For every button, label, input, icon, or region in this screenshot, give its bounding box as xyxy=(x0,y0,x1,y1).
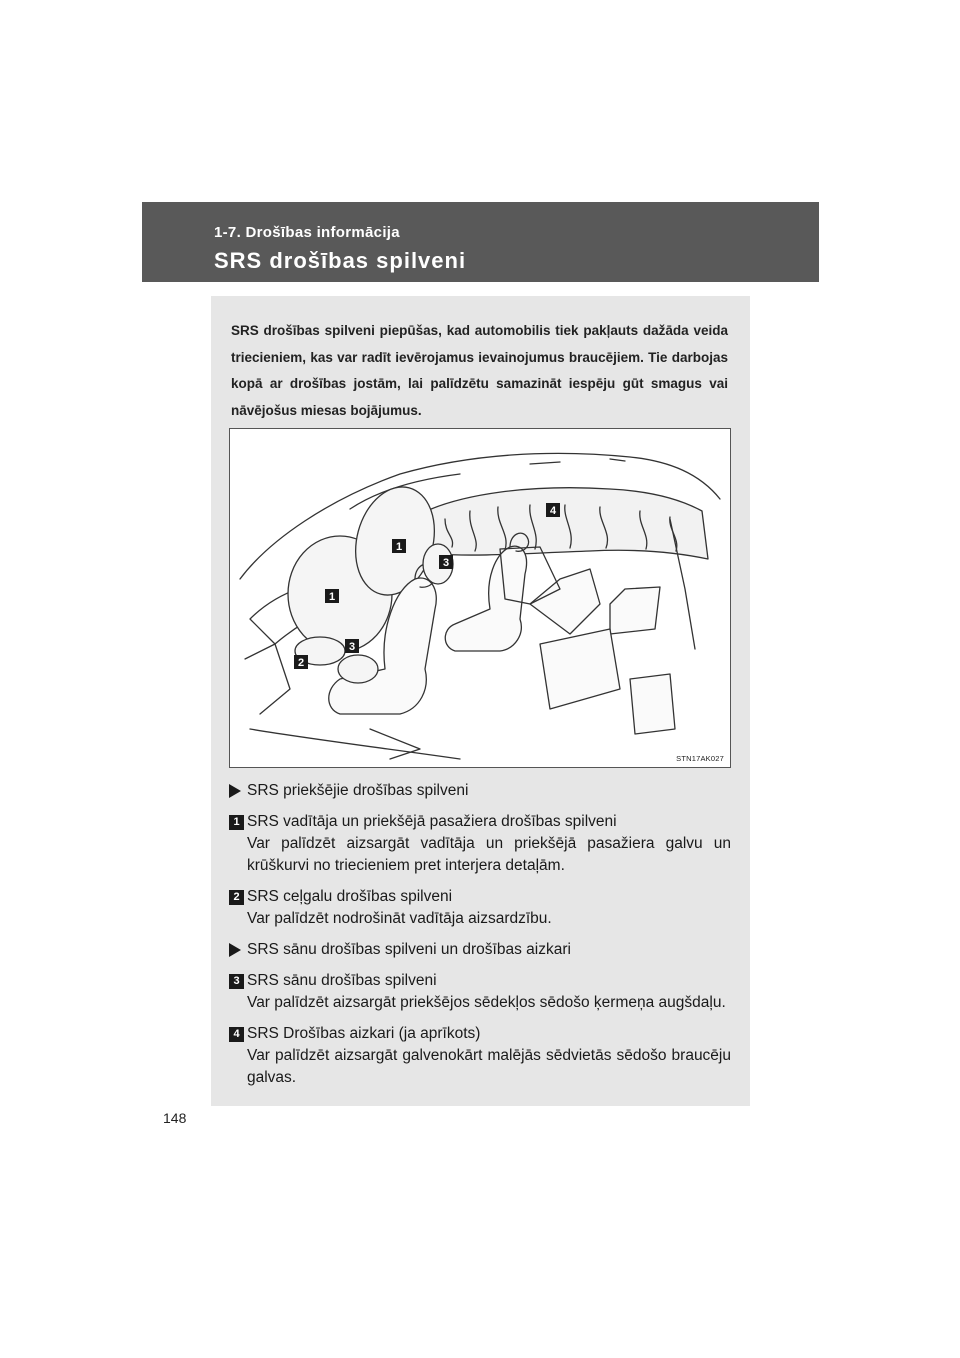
callout-2: 2 xyxy=(297,657,305,669)
number-badge: 2 xyxy=(229,890,244,905)
airbag-illustration xyxy=(229,428,731,768)
item-title: SRS vadītāja un priekšējā pasažiera drošības spilveni xyxy=(247,813,617,830)
item-description: Var palīdzēt nodrošināt vadītāja aizsardzību. xyxy=(247,910,552,927)
list-item xyxy=(229,811,731,877)
figure-code: STN17AK027 xyxy=(676,754,724,763)
section-header-band xyxy=(142,202,819,282)
number-badge: 3 xyxy=(229,974,244,989)
callout-3a: 3 xyxy=(348,641,356,653)
list-item xyxy=(229,939,731,961)
list-item xyxy=(229,970,731,1014)
item-title: SRS sānu drošības spilveni xyxy=(247,972,437,989)
callout-4: 4 xyxy=(549,505,557,517)
item-title: SRS ceļgalu drošības spilveni xyxy=(247,888,453,905)
callout-1a: 1 xyxy=(395,541,403,553)
item-description: Var palīdzēt aizsargāt priekšējos sēdekļos sēdošo ķermeņa augšdaļu. xyxy=(247,994,726,1011)
number-badge: 4 xyxy=(229,1027,244,1042)
arrow-icon xyxy=(229,784,241,798)
arrow-icon xyxy=(229,943,241,957)
callout-3b: 3 xyxy=(442,557,450,569)
car-interior-drawing xyxy=(230,429,730,767)
item-title: SRS Drošības aizkari (ja aprīkots) xyxy=(247,1025,481,1042)
list-item xyxy=(229,886,731,930)
content-box xyxy=(211,296,750,1106)
section-label: 1-7. Drošības informācija xyxy=(214,224,400,241)
item-description: Var palīdzēt aizsargāt galvenokārt malējās sēdvietās sēdošo braucēju galvas. xyxy=(247,1047,731,1086)
number-badge: 1 xyxy=(229,815,244,830)
page-title: SRS drošības spilveni xyxy=(214,248,467,273)
item-title: SRS sānu drošības spilveni un drošības aizkari xyxy=(247,941,571,958)
intro-paragraph: SRS drošības spilveni piepūšas, kad automobilis tiek pakļauts dažāda veida triecieniem, kas var radīt ievērojamus ievainojumus braucējiem. Tie darbojas kopā ar drošības jostām, lai palīdzētu samazināt iespēju gūt smagus vai nāvējošus miesas bojājumus. xyxy=(231,323,728,418)
callout-1b: 1 xyxy=(328,591,336,603)
item-title: SRS priekšējie drošības spilveni xyxy=(247,782,469,799)
list-item xyxy=(229,780,731,802)
airbag-list xyxy=(229,780,731,1098)
page-number: 148 xyxy=(163,1110,187,1126)
item-description: Var palīdzēt aizsargāt vadītāja un priekšējā pasažiera galvu un krūškurvi no triecieniem pret interjera detaļām. xyxy=(247,835,731,874)
list-item xyxy=(229,1023,731,1089)
